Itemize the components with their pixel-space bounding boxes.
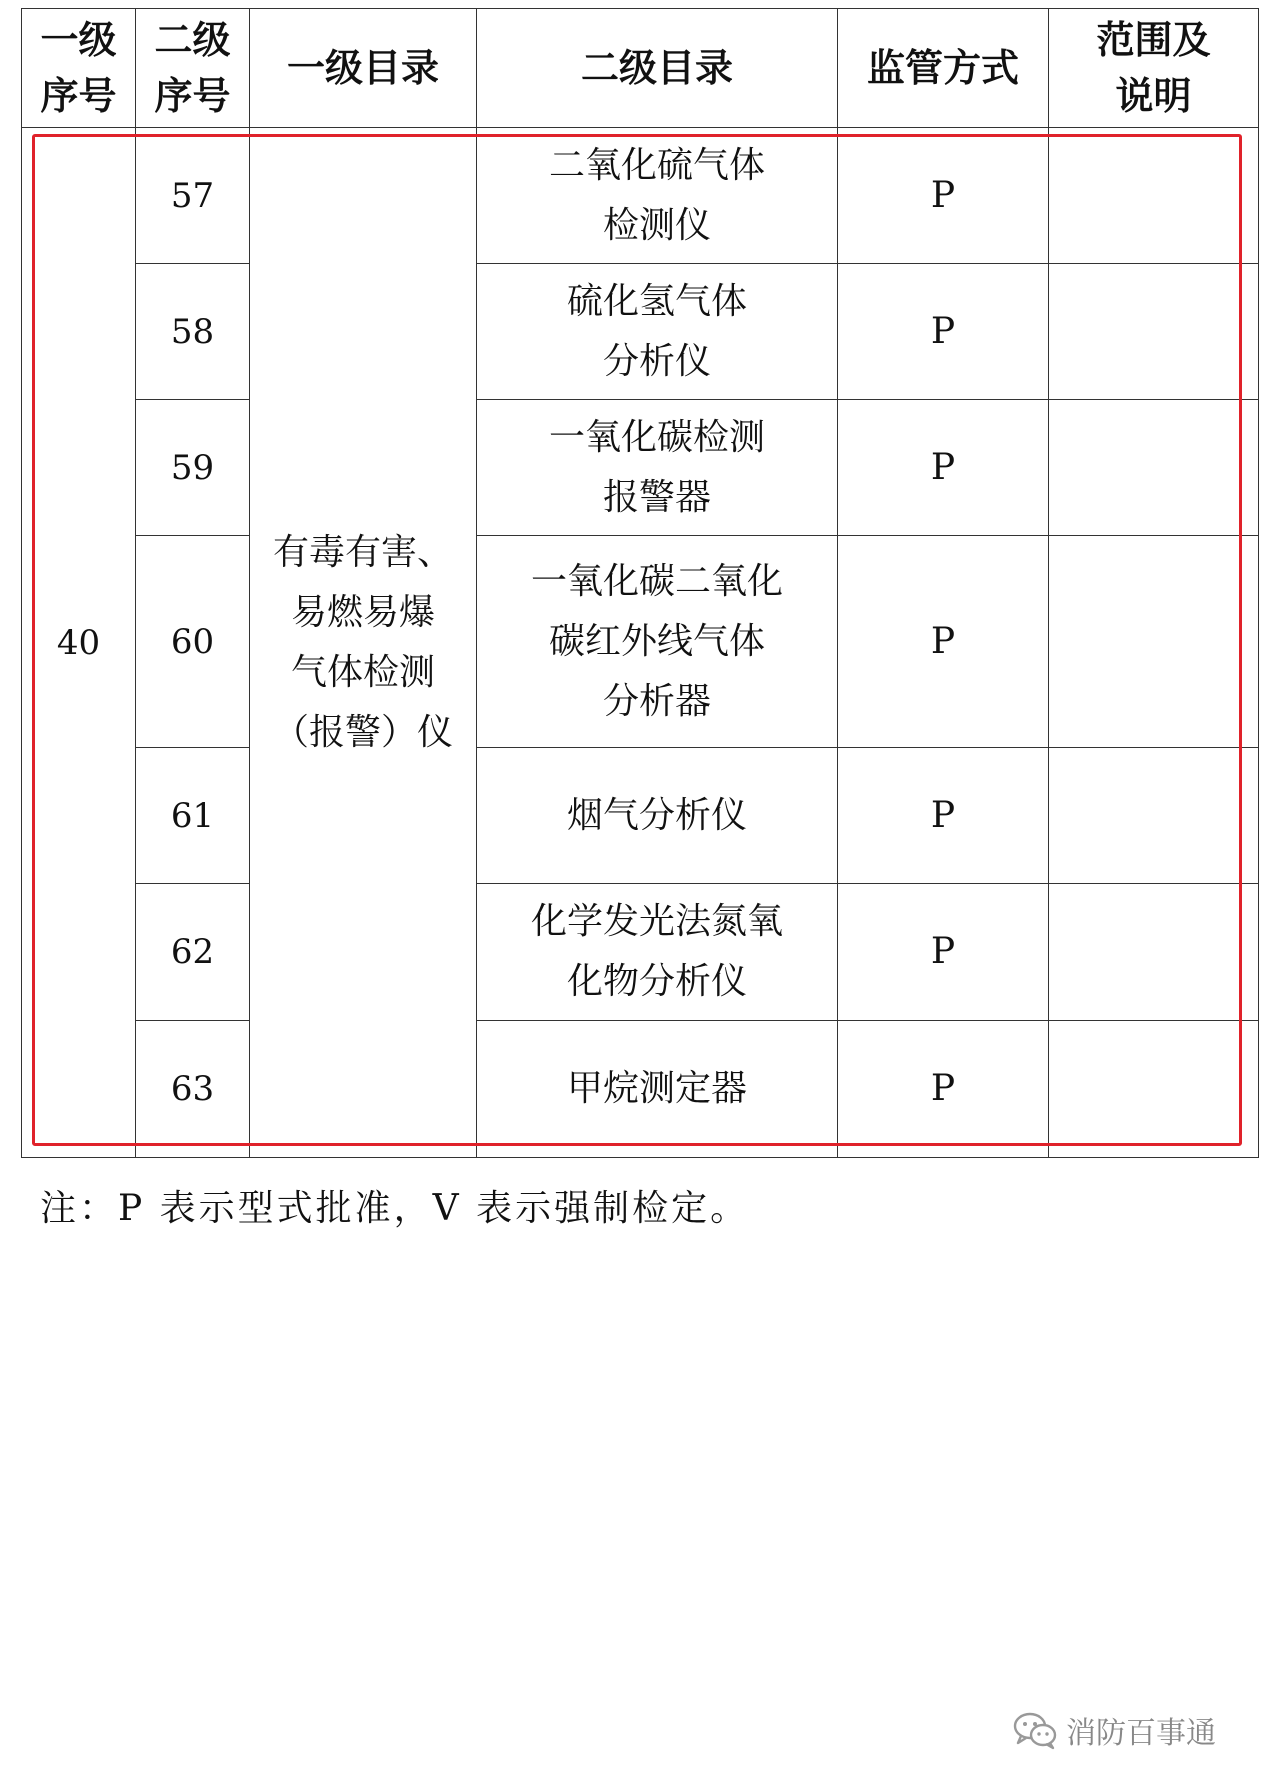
method-cell: P (838, 748, 1049, 884)
header-level1-catalog: 一级目录 (250, 9, 477, 128)
watermark (1012, 1708, 1216, 1752)
method-cell: P (838, 536, 1049, 748)
level2-catalog-cell: 烟气分析仪 (477, 748, 838, 884)
wechat-icon (1012, 1710, 1058, 1750)
footnote: 注：P 表示型式批准，V 表示强制检定。 (40, 1188, 750, 1229)
level1-catalog-cell: 有毒有害、 易燃易爆 气体检测 （报警）仪 (250, 128, 477, 1158)
method-cell: P (838, 400, 1049, 536)
regulation-table (21, 8, 1259, 1158)
table-row (22, 1021, 1259, 1158)
table-row (22, 748, 1259, 884)
method-cell: P (838, 264, 1049, 400)
watermark-text: 消防百事通 (1066, 1716, 1216, 1751)
table-header-row (22, 9, 1259, 128)
header-supervision-method: 监管方式 (838, 9, 1049, 128)
level2-catalog-cell: 甲烷测定器 (477, 1021, 838, 1158)
level1-number-cell: 40 (22, 128, 136, 1158)
method-cell: P (838, 1021, 1049, 1158)
table-row (22, 884, 1259, 1021)
level2-number-cell: 61 (136, 748, 250, 884)
level2-number-cell: 63 (136, 1021, 250, 1158)
level2-number-cell: 60 (136, 536, 250, 748)
header-scope-description: 范围及 说明 (1049, 9, 1259, 128)
scope-cell (1049, 128, 1259, 264)
table-row (22, 400, 1259, 536)
scope-cell (1049, 536, 1259, 748)
level2-number-cell: 59 (136, 400, 250, 536)
header-level1-number: 一级 序号 (22, 9, 136, 128)
level2-number-cell: 57 (136, 128, 250, 264)
table-row (22, 264, 1259, 400)
level2-catalog-cell: 二氧化硫气体 检测仪 (477, 128, 838, 264)
scope-cell (1049, 1021, 1259, 1158)
header-level2-catalog: 二级目录 (477, 9, 838, 128)
table-row (22, 536, 1259, 748)
scope-cell (1049, 884, 1259, 1021)
scope-cell (1049, 264, 1259, 400)
scope-cell (1049, 400, 1259, 536)
table-row (22, 128, 1259, 264)
level2-number-cell: 62 (136, 884, 250, 1021)
level2-catalog-cell: 一氧化碳二氧化 碳红外线气体 分析器 (477, 536, 838, 748)
header-level2-number: 二级 序号 (136, 9, 250, 128)
scope-cell (1049, 748, 1259, 884)
level2-number-cell: 58 (136, 264, 250, 400)
level2-catalog-cell: 化学发光法氮氧 化物分析仪 (477, 884, 838, 1021)
level2-catalog-cell: 硫化氢气体 分析仪 (477, 264, 838, 400)
method-cell: P (838, 884, 1049, 1021)
level2-catalog-cell: 一氧化碳检测 报警器 (477, 400, 838, 536)
method-cell: P (838, 128, 1049, 264)
